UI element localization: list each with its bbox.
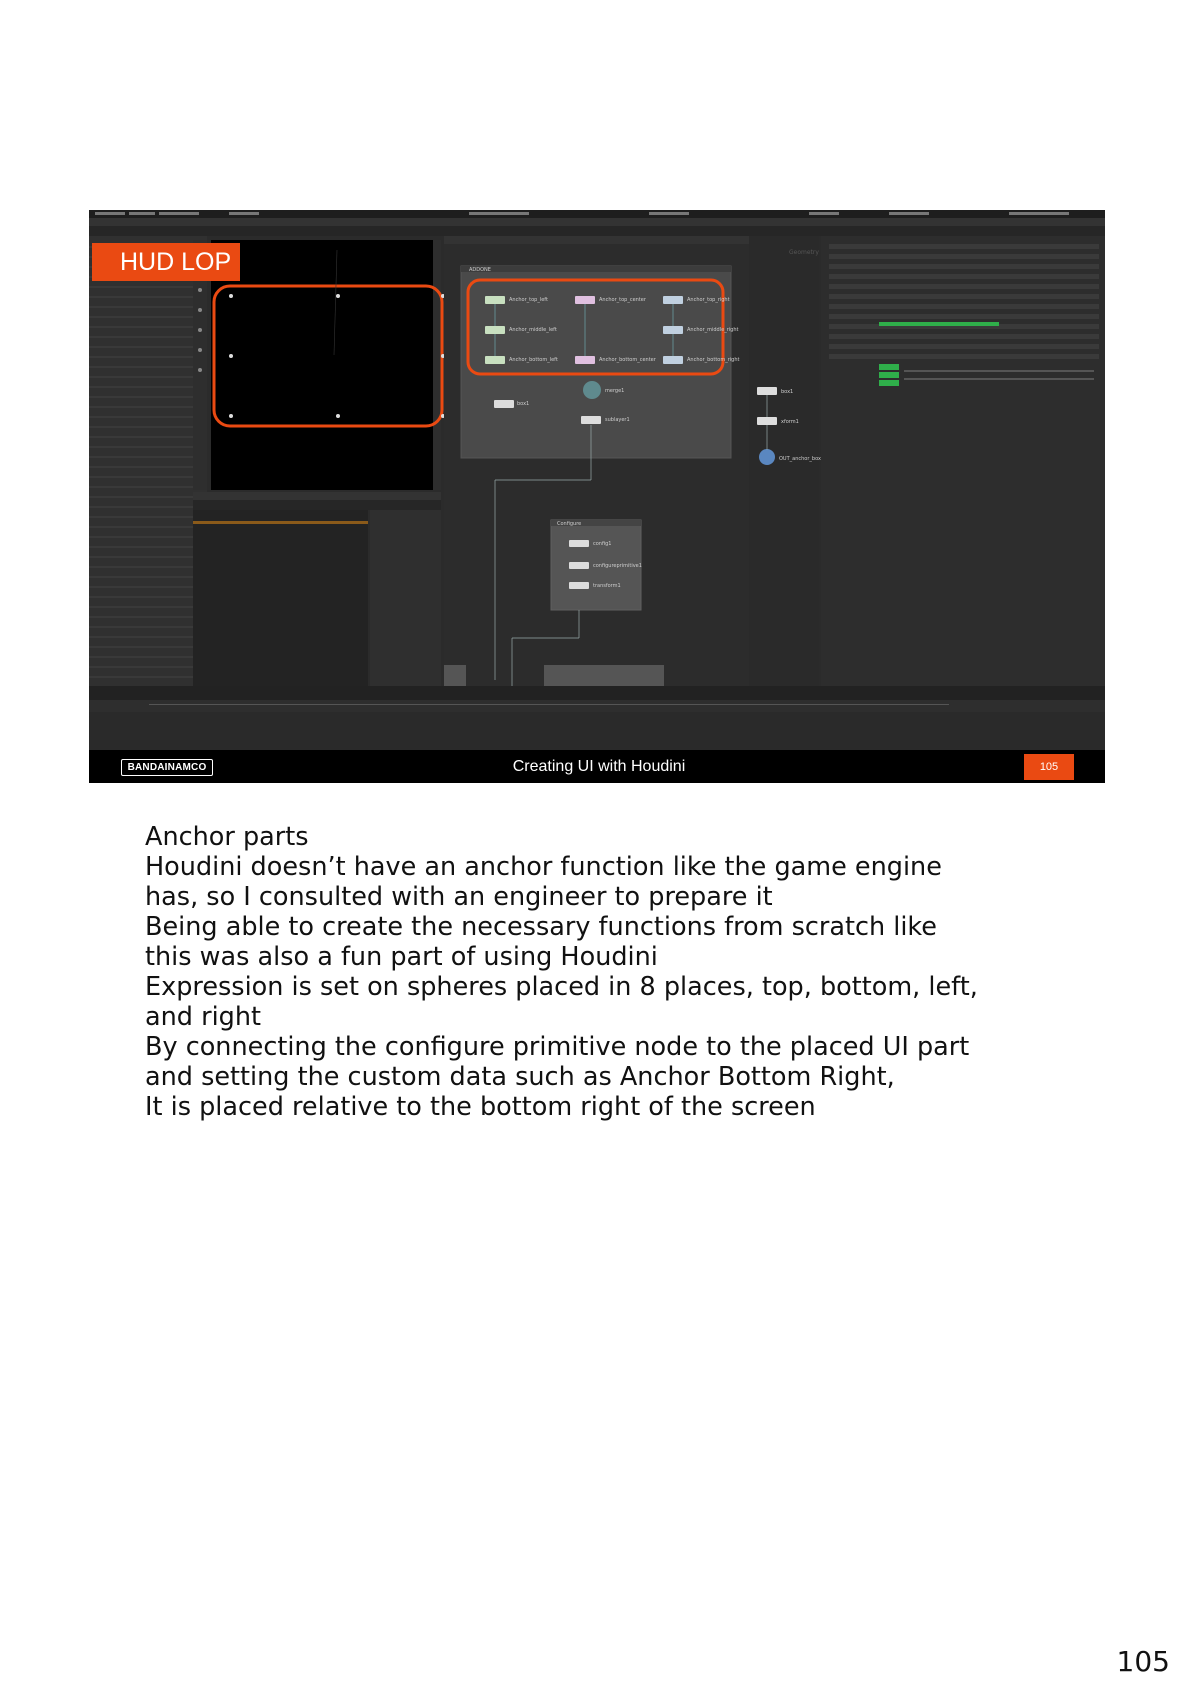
svg-text:box1: box1: [781, 389, 794, 395]
notes-line: Anchor parts: [145, 822, 309, 852]
svg-text:Anchor_top_right: Anchor_top_right: [687, 297, 730, 303]
svg-text:Anchor_bottom_center: Anchor_bottom_center: [599, 357, 656, 363]
slide-number-badge: 105: [1024, 754, 1074, 780]
svg-text:Configure: Configure: [557, 521, 582, 527]
hud-lop-label: HUD LOP: [92, 243, 240, 281]
svg-text:Anchor_top_left: Anchor_top_left: [509, 297, 548, 303]
slide-footer: [89, 750, 1105, 783]
bandainamco-logo: BANDAINAMCO: [121, 759, 213, 776]
svg-text:Anchor_bottom_right: Anchor_bottom_right: [687, 357, 740, 363]
svg-text:merge1: merge1: [605, 388, 625, 394]
notes-line: has, so I consulted with an engineer to prepare it: [145, 882, 773, 912]
svg-text:ADDONE: ADDONE: [469, 267, 491, 273]
svg-text:Anchor_bottom_left: Anchor_bottom_left: [509, 357, 558, 363]
svg-text:Anchor_middle_right: Anchor_middle_right: [687, 327, 739, 333]
notes-line: and right: [145, 1002, 261, 1032]
houdini-screenshot: [89, 210, 1105, 750]
svg-text:transform1: transform1: [593, 583, 621, 589]
notes-line: Being able to create the necessary functions from scratch like: [145, 912, 937, 942]
svg-text:config1: config1: [593, 541, 612, 547]
slide-image: [89, 210, 1105, 783]
slide-footer-title: Creating UI with Houdini: [512, 758, 686, 775]
notes-line: Expression is set on spheres placed in 8 places, top, bottom, left,: [145, 972, 978, 1002]
svg-text:Anchor_top_center: Anchor_top_center: [599, 297, 646, 303]
notes-line: It is placed relative to the bottom right of the screen: [145, 1092, 816, 1122]
svg-text:OUT_anchor_box: OUT_anchor_box: [779, 456, 821, 462]
svg-text:Geometry: Geometry: [789, 249, 819, 256]
notes-line: and setting the custom data such as Anchor Bottom Right,: [145, 1062, 895, 1092]
speaker-notes: [145, 822, 1105, 1122]
svg-text:box1: box1: [517, 401, 530, 407]
page-number: 105: [1116, 1645, 1170, 1678]
notes-line: By connecting the configure primitive node to the placed UI part: [145, 1032, 970, 1062]
svg-text:sublayer1: sublayer1: [605, 417, 630, 423]
notes-line: Houdini doesn’t have an anchor function like the game engine: [145, 852, 942, 882]
notes-line: this was also a fun part of using Houdini: [145, 942, 658, 972]
svg-text:configureprimitive1: configureprimitive1: [593, 563, 642, 569]
svg-text:Anchor_middle_left: Anchor_middle_left: [509, 327, 557, 333]
svg-text:xform1: xform1: [781, 419, 799, 425]
